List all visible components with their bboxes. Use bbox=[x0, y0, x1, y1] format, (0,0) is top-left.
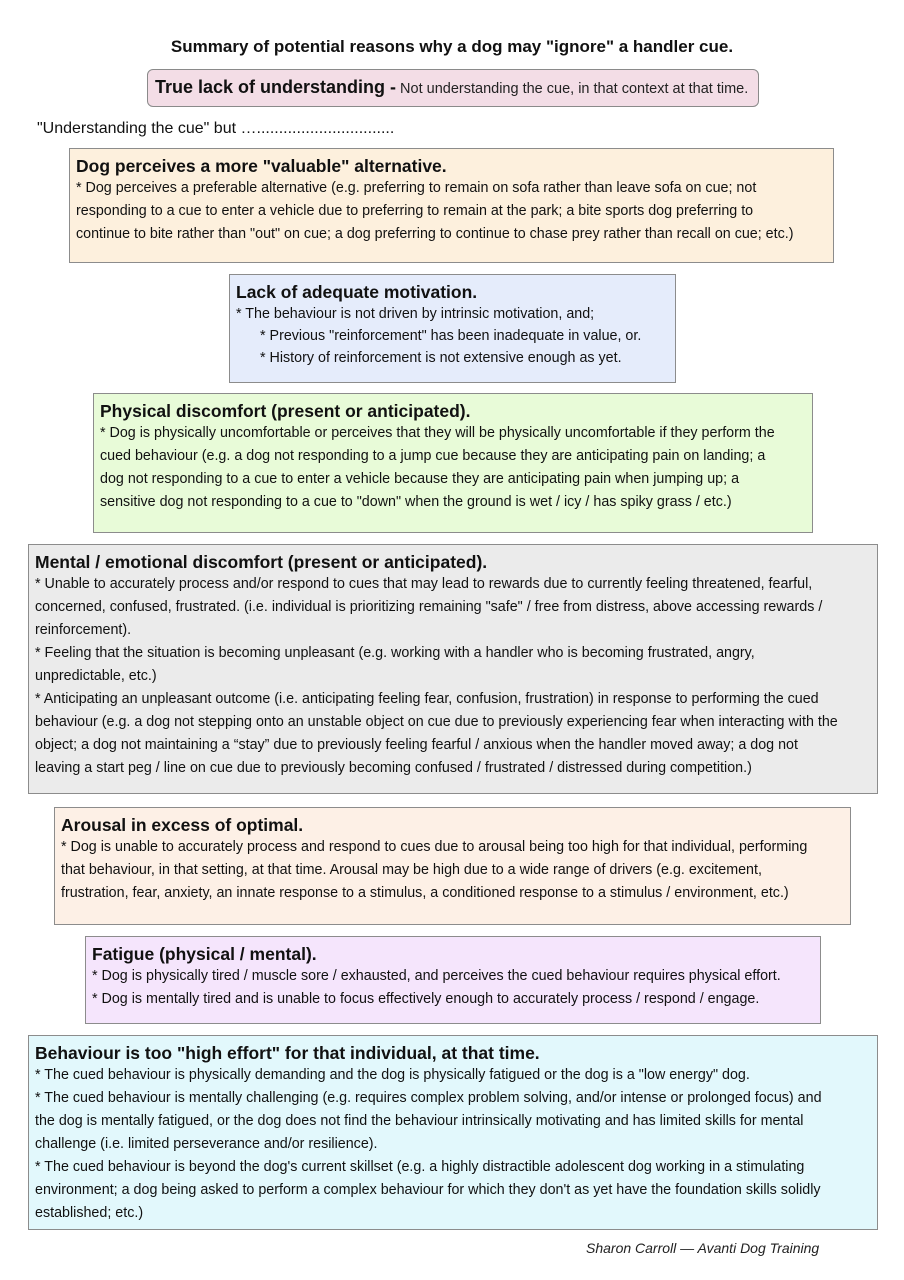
box-line: the dog is mentally fatigued, or the dog does not find the behaviour intrinsically motivating and has limited skills for mental bbox=[35, 1113, 804, 1129]
box-line: * Feeling that the situation is becoming unpleasant (e.g. working with a handler who is becoming frustrated, angry, bbox=[35, 645, 755, 661]
true-lack-text: Not understanding the cue, in that context at that time. bbox=[396, 81, 749, 97]
box-line: * History of reinforcement is not extensive enough as yet. bbox=[260, 350, 622, 366]
box-line: dog not responding to a cue to enter a vehicle because they are anticipating pain when jumping up; a bbox=[100, 471, 740, 487]
box-line: environment; a dog being asked to perform a complex behaviour for which they don't as yet have the foundation skills solidly bbox=[35, 1182, 821, 1198]
box-line: * Unable to accurately process and/or respond to cues that may lead to rewards due to currently feeling threatened, fearful, bbox=[35, 576, 813, 592]
author-credit: Sharon Carroll — Avanti Dog Training bbox=[586, 1240, 820, 1256]
box-heading: Physical discomfort (present or anticipated). bbox=[100, 401, 471, 421]
box-line: concerned, confused, frustrated. (i.e. individual is prioritizing remaining "safe" / free from distress, above accessing rewards / bbox=[35, 599, 823, 615]
box-arousal bbox=[54, 807, 851, 925]
true-lack-heading: True lack of understanding - bbox=[155, 77, 397, 97]
box-physical-discomfort bbox=[93, 393, 813, 533]
box-line: reinforcement). bbox=[35, 622, 132, 638]
box-fatigue bbox=[85, 936, 821, 1024]
box-heading: Mental / emotional discomfort (present or anticipated). bbox=[35, 552, 488, 572]
box-heading: Arousal in excess of optimal. bbox=[61, 815, 304, 835]
box-line: object; a dog not maintaining a “stay” due to previously feeling fearful / anxious when the handler moved away; a dog not bbox=[35, 737, 798, 753]
box-heading: Behaviour is too "high effort" for that individual, at that time. bbox=[35, 1043, 540, 1063]
box-line: * Dog is unable to accurately process and respond to cues due to arousal being too high for that individual, performing bbox=[61, 839, 808, 855]
box-line: * Dog is mentally tired and is unable to focus effectively enough to accurately process / respond / engage. bbox=[92, 991, 760, 1007]
box-line: sensitive dog not responding to a cue to "down" when the ground is wet / icy / has spiky grass / etc.) bbox=[100, 494, 732, 510]
box-motivation bbox=[229, 274, 676, 383]
true-lack-box bbox=[147, 69, 759, 107]
page-title: Summary of potential reasons why a dog may "ignore" a handler cue. bbox=[170, 37, 734, 56]
box-line: behaviour (e.g. a dog not stepping onto an unstable object on cue due to previously experiencing fear when interacting with the bbox=[35, 714, 838, 730]
box-line: * Anticipating an unpleasant outcome (i.e. anticipating feeling fear, confusion, frustration) in response to performing the cued bbox=[35, 691, 819, 707]
box-line: cued behaviour (e.g. a dog not responding to a jump cue because they are anticipating pain on landing; a bbox=[100, 448, 766, 464]
box-line: * Dog is physically uncomfortable or perceives that they will be physically uncomfortable if they perform the bbox=[100, 425, 775, 441]
box-high-effort bbox=[28, 1035, 878, 1230]
box-line: challenge (i.e. limited perseverance and/or resilience). bbox=[35, 1136, 378, 1152]
box-valuable-alternative bbox=[69, 148, 834, 263]
box-line: * Dog perceives a preferable alternative (e.g. preferring to remain on sofa rather than leave sofa on cue; not bbox=[76, 180, 757, 196]
box-line: established; etc.) bbox=[35, 1205, 144, 1221]
box-line: * Dog is physically tired / muscle sore / exhausted, and perceives the cued behaviour requires physical effort. bbox=[92, 968, 781, 984]
box-heading: Dog perceives a more "valuable" alternative. bbox=[76, 156, 447, 176]
box-line: unpredictable, etc.) bbox=[35, 668, 157, 684]
box-emotional-discomfort bbox=[28, 544, 878, 794]
box-line: responding to a cue to enter a vehicle due to preferring to remain at the park; a bite sports dog preferring to bbox=[76, 203, 754, 219]
box-heading: Lack of adequate motivation. bbox=[236, 282, 478, 302]
box-line: * Previous "reinforcement" has been inadequate in value, or. bbox=[260, 328, 642, 344]
box-line: continue to bite rather than "out" on cue; a dog preferring to continue to chase prey rather than recall on cue; etc.) bbox=[76, 226, 794, 242]
box-heading: Fatigue (physical / mental). bbox=[92, 944, 317, 964]
box-line: * The cued behaviour is physically demanding and the dog is physically fatigued or the dog is a "low energy" dog. bbox=[35, 1067, 750, 1083]
box-line: * The behaviour is not driven by intrinsic motivation, and; bbox=[236, 306, 595, 322]
box-line: that behaviour, in that setting, at that time. Arousal may be high due to a wide range of drivers (e.g. excitement, bbox=[61, 862, 762, 878]
box-line: * The cued behaviour is beyond the dog's current skillset (e.g. a highly distractible adolescent dog working in a stimulating bbox=[35, 1159, 805, 1175]
box-line: * The cued behaviour is mentally challenging (e.g. requires complex problem solving, and/or intense or prolonged focus) and bbox=[35, 1090, 822, 1106]
box-line: frustration, fear, anxiety, an innate response to a stimulus, a conditioned response to a stimulus / environment, etc.) bbox=[61, 885, 789, 901]
box-line: leaving a start peg / line on cue due to previously becoming confused / frustrated / distressed during competition.) bbox=[35, 760, 752, 776]
understanding-line: "Understanding the cue" but …............................... bbox=[37, 120, 395, 137]
